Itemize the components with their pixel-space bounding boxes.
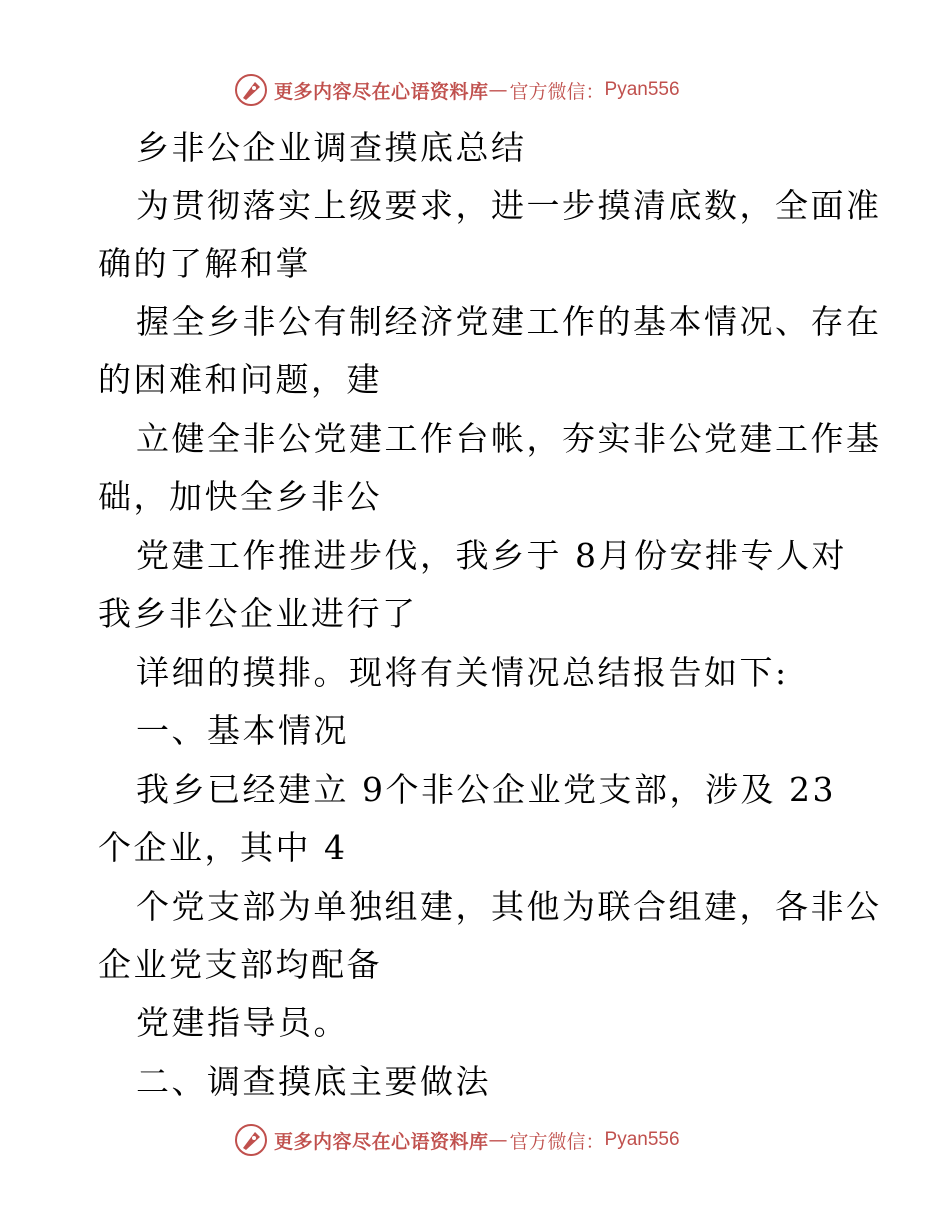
banner-wechat-id: Pyan556 xyxy=(604,1129,680,1150)
pen-nib-logo-icon xyxy=(234,1123,268,1157)
banner-main-text: 更多内容尽在心语资料库 xyxy=(274,1130,489,1153)
banner-separator: — xyxy=(488,1129,508,1151)
doc-line: 我乡非公企业进行了 xyxy=(98,594,418,633)
doc-line: 个企业，其中 4 xyxy=(98,828,348,867)
doc-line: 为贯彻落实上级要求，进一步摸清底数，全面准 xyxy=(136,186,882,225)
doc-line: 党建工作推进步伐，我乡于 8月份安排专人对 xyxy=(136,536,847,575)
footer-banner xyxy=(234,1122,680,1158)
doc-line: 握全乡非公有制经济党建工作的基本情况、存在 xyxy=(136,302,882,341)
doc-line: 立健全非公党建工作台帐，夯实非公党建工作基 xyxy=(136,419,882,458)
doc-line: 我乡已经建立 9个非公企业党支部，涉及 23 xyxy=(136,770,836,809)
doc-line: 的困难和问题，建 xyxy=(98,360,382,399)
doc-line: 个党支部为单独组建，其他为联合组建，各非公 xyxy=(136,887,882,926)
pen-nib-logo-icon xyxy=(234,73,268,107)
doc-title: 乡非公企业调查摸底总结 xyxy=(136,128,527,167)
banner-main-text: 更多内容尽在心语资料库 xyxy=(274,80,489,103)
banner-wechat-id: Pyan556 xyxy=(604,79,680,100)
banner-official-label: 官方微信： xyxy=(509,80,605,103)
doc-line: 详细的摸排。现将有关情况总结报告如下: xyxy=(136,653,789,692)
doc-line: 础，加快全乡非公 xyxy=(98,477,382,516)
doc-line: 党建指导员。 xyxy=(136,1003,349,1042)
section-heading: 一、基本情况 xyxy=(136,711,349,750)
doc-line: 确的了解和掌 xyxy=(98,244,311,283)
banner-official-label: 官方微信： xyxy=(509,1130,605,1153)
header-banner xyxy=(234,72,680,108)
doc-line: 企业党支部均配备 xyxy=(98,945,382,984)
banner-separator: — xyxy=(488,79,508,101)
section-heading: 二、调查摸底主要做法 xyxy=(136,1062,491,1101)
